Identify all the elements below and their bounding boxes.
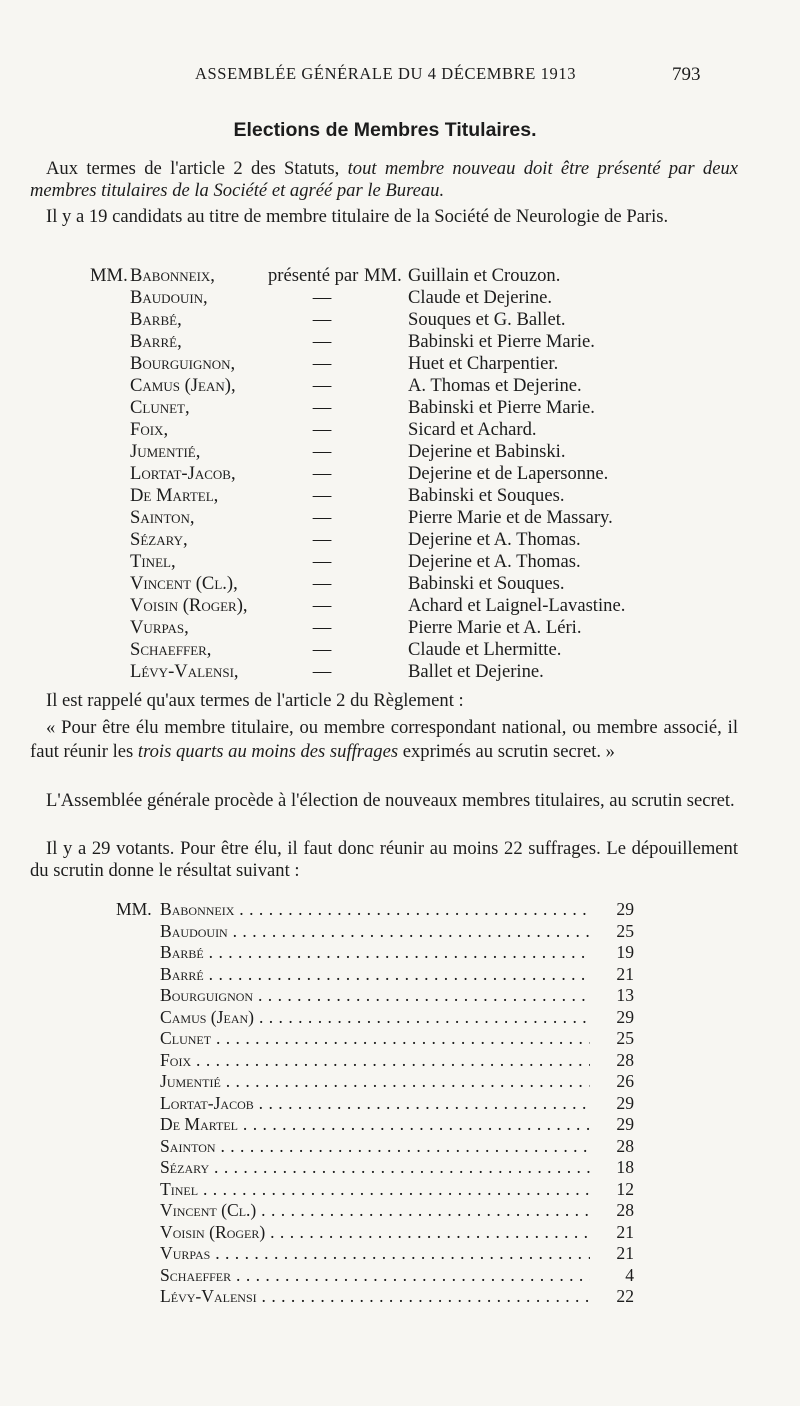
- ditto-dash: —: [312, 573, 332, 594]
- result-row: [0, 1093, 800, 1114]
- candidate-row: [0, 375, 800, 397]
- candidate-sponsors: Sicard et Achard.: [408, 419, 537, 440]
- result-votes: 21: [616, 1243, 634, 1263]
- ditto-dash: —: [312, 507, 332, 528]
- result-votes: 26: [616, 1071, 634, 1091]
- ditto-dash: —: [312, 441, 332, 462]
- candidate-name: Voisin (Roger),: [130, 595, 248, 616]
- result-votes: 29: [616, 1006, 634, 1027]
- result-name: De Martel . . .: [160, 1114, 590, 1135]
- candidate-name: Sézary,: [130, 529, 188, 550]
- candidate-row: [0, 485, 800, 507]
- candidate-row: [0, 595, 800, 617]
- result-row: [0, 1157, 800, 1178]
- candidate-row: [0, 573, 800, 595]
- result-votes: 13: [616, 985, 634, 1005]
- rule-quote-text: « Pour être élu membre titulaire, ou membre correspondant national, ou membre associé, il faut réunir les: [30, 717, 738, 762]
- ditto-dash: —: [312, 287, 332, 308]
- candidate-row: [0, 507, 800, 529]
- ditto-dash: —: [312, 375, 332, 396]
- result-row: [0, 1136, 800, 1157]
- rule-paragraph-1: Il est rappelé qu'aux termes de l'article 2 du Règlement :: [46, 690, 464, 711]
- result-votes: 21: [616, 963, 634, 984]
- result-name: Schaeffer . . .: [160, 1265, 590, 1286]
- result-row: [0, 1114, 800, 1135]
- candidate-sponsors: Claude et Dejerine.: [408, 287, 553, 308]
- candidate-sponsors: Souques et G. Ballet.: [408, 309, 566, 330]
- candidate-sponsors: Ballet et Dejerine.: [408, 661, 544, 682]
- result-name: Voisin (Roger) . . .: [160, 1222, 590, 1243]
- candidate-row: [0, 441, 800, 463]
- result-row: [0, 899, 800, 920]
- presented-by-text: présenté par: [268, 265, 359, 286]
- result-row: [0, 1050, 800, 1071]
- result-name: Jumentié . . .: [160, 1071, 590, 1092]
- candidate-sponsors: Dejerine et de Lapersonne.: [408, 463, 609, 484]
- candidate-sponsors: Babinski et Pierre Marie.: [408, 397, 595, 418]
- rule-quote-paragraph: [30, 716, 738, 764]
- candidate-name: Bourguignon,: [130, 353, 236, 374]
- result-votes: 12: [616, 1178, 634, 1199]
- rule-paragraph-3: L'Assemblée générale procède à l'élection de nouveaux membres titulaires, au scrutin secret.: [46, 790, 735, 811]
- candidate-sponsors: Pierre Marie et de Massary.: [408, 507, 613, 528]
- candidate-name: Barré,: [130, 331, 182, 352]
- candidate-row: [0, 287, 800, 309]
- result-name: Barbé . . .: [160, 942, 590, 963]
- candidate-sponsors: Pierre Marie et A. Léri.: [408, 617, 582, 638]
- ditto-dash: —: [312, 551, 332, 572]
- ditto-dash: —: [312, 595, 332, 616]
- candidate-name: Babonneix,: [130, 265, 215, 286]
- candidate-row: [0, 463, 800, 485]
- candidate-row: [0, 617, 800, 639]
- ditto-dash: —: [312, 397, 332, 418]
- intro-paragraph-1: [30, 158, 738, 202]
- result-row: [0, 1071, 800, 1092]
- candidate-name: Tinel,: [130, 551, 176, 572]
- ditto-dash: —: [312, 331, 332, 352]
- running-title: ASSEMBLÉE GÉNÉRALE DU 4 DÉCEMBRE 1913: [195, 64, 577, 83]
- candidate-row: [0, 309, 800, 331]
- intro-paragraph-2: Il y a 19 candidats au titre de membre titulaire de la Société de Neurologie de Paris.: [46, 206, 669, 227]
- candidate-name: Baudouin,: [130, 287, 208, 308]
- result-votes: 25: [616, 1028, 634, 1048]
- intro-text: Aux termes de l'article 2 des Statuts,: [46, 158, 340, 179]
- candidate-row: [0, 529, 800, 551]
- result-prefix: MM.: [116, 899, 152, 919]
- candidate-name: Foix,: [130, 419, 169, 440]
- ditto-dash: —: [312, 353, 332, 374]
- candidate-sponsors: Claude et Lhermitte.: [408, 639, 562, 660]
- ditto-dash: —: [312, 639, 332, 660]
- result-votes: 28: [616, 1135, 634, 1156]
- result-name: Babonneix . . .: [160, 899, 590, 920]
- rule-paragraph-4: Il y a 29 votants. Pour être élu, il faut donc réunir au moins 22 suffrages. Le dépouillement du scrutin donne le résultat suivant :: [30, 838, 738, 881]
- candidate-sponsors: Babinski et Souques.: [408, 485, 565, 506]
- result-name: Clunet . . .: [160, 1028, 590, 1049]
- ditto-dash: —: [312, 529, 332, 550]
- result-row: [0, 985, 800, 1006]
- result-row: [0, 921, 800, 942]
- candidate-row: [0, 353, 800, 375]
- result-votes: 25: [616, 920, 634, 941]
- ditto-dash: —: [312, 485, 332, 506]
- sponsor-prefix: MM.: [364, 265, 402, 286]
- result-votes: 22: [616, 1286, 634, 1306]
- result-votes: 28: [616, 1200, 634, 1220]
- candidate-row: [0, 639, 800, 661]
- candidate-row: [0, 331, 800, 353]
- ditto-dash: —: [312, 463, 332, 484]
- candidate-name: Schaeffer,: [130, 639, 212, 660]
- result-row: [0, 1179, 800, 1200]
- result-name: Bourguignon . . .: [160, 985, 590, 1006]
- ditto-dash: —: [312, 661, 332, 682]
- candidate-sponsors: Dejerine et Babinski.: [408, 441, 566, 462]
- candidate-name: Lévy-Valensi,: [130, 661, 239, 682]
- candidate-name: Barbé,: [130, 309, 182, 330]
- candidate-name: Sainton,: [130, 507, 195, 528]
- result-votes: 29: [616, 1114, 634, 1134]
- candidate-sponsors: A. Thomas et Dejerine.: [408, 375, 582, 396]
- candidate-row: [0, 551, 800, 573]
- result-name: Vurpas . . .: [160, 1243, 590, 1264]
- result-votes: 4: [625, 1264, 634, 1285]
- result-votes: 21: [616, 1221, 634, 1242]
- candidate-name: De Martel,: [130, 485, 219, 506]
- result-name: Vincent (Cl.) . . .: [160, 1200, 590, 1221]
- rule-quote-italic: trois quarts au moins des suffrages: [137, 741, 399, 762]
- running-header: [0, 64, 800, 88]
- result-votes: 29: [616, 1092, 634, 1113]
- candidate-name: Vurpas,: [130, 617, 189, 638]
- candidate-row: [0, 419, 800, 441]
- candidate-row: [0, 661, 800, 683]
- result-votes: 18: [616, 1157, 634, 1177]
- ditto-dash: —: [312, 617, 332, 638]
- candidate-name: Vincent (Cl.),: [130, 573, 238, 594]
- candidate-sponsors: Dejerine et A. Thomas.: [408, 529, 581, 550]
- result-row: [0, 1007, 800, 1028]
- result-row: [0, 964, 800, 985]
- candidate-name: Jumentié,: [130, 441, 201, 462]
- result-name: Sézary . . .: [160, 1157, 590, 1178]
- result-name: Lévy-Valensi . . .: [160, 1286, 590, 1307]
- result-name: Camus (Jean) . . .: [160, 1007, 590, 1028]
- result-row: [0, 1243, 800, 1264]
- candidate-sponsors: Guillain et Crouzon.: [408, 265, 561, 286]
- result-row: [0, 1265, 800, 1286]
- result-name: Barré . . .: [160, 964, 590, 985]
- candidate-sponsors: Achard et Laignel-Lavastine.: [408, 595, 626, 616]
- candidate-sponsors: Dejerine et A. Thomas.: [408, 551, 581, 572]
- candidate-name: Camus (Jean),: [130, 375, 236, 396]
- candidate-name: Clunet,: [130, 397, 190, 418]
- result-votes: 28: [616, 1049, 634, 1070]
- candidate-prefix: MM.: [90, 265, 128, 286]
- result-row: [0, 1286, 800, 1307]
- result-name: Sainton . . .: [160, 1136, 590, 1157]
- result-name: Lortat-Jacob . . .: [160, 1093, 590, 1114]
- page-number: 793: [672, 64, 701, 85]
- candidate-name: Lortat-Jacob,: [130, 463, 236, 484]
- result-votes: 19: [616, 942, 634, 962]
- ditto-dash: —: [312, 419, 332, 440]
- candidate-sponsors: Babinski et Pierre Marie.: [408, 331, 595, 352]
- ditto-dash: —: [312, 309, 332, 330]
- result-name: Foix . . .: [160, 1050, 590, 1071]
- result-name: Tinel . . .: [160, 1179, 590, 1200]
- result-row: [0, 1028, 800, 1049]
- candidate-row: [0, 397, 800, 419]
- section-title: Elections de Membres Titulaires.: [233, 119, 537, 141]
- rule-quote-end: exprimés au scrutin secret. »: [402, 741, 615, 762]
- candidate-sponsors: Huet et Charpentier.: [408, 353, 559, 374]
- result-name: Baudouin . . .: [160, 921, 590, 942]
- result-votes: 29: [616, 899, 634, 919]
- candidate-sponsors: Babinski et Souques.: [408, 573, 565, 594]
- result-row: [0, 942, 800, 963]
- result-row: [0, 1222, 800, 1243]
- result-row: [0, 1200, 800, 1221]
- intro-italic-text: tout membre nouveau doit être présenté par deux membres titulaires de la Société et agréé par le Bureau.: [30, 158, 738, 201]
- candidate-row: [0, 265, 800, 287]
